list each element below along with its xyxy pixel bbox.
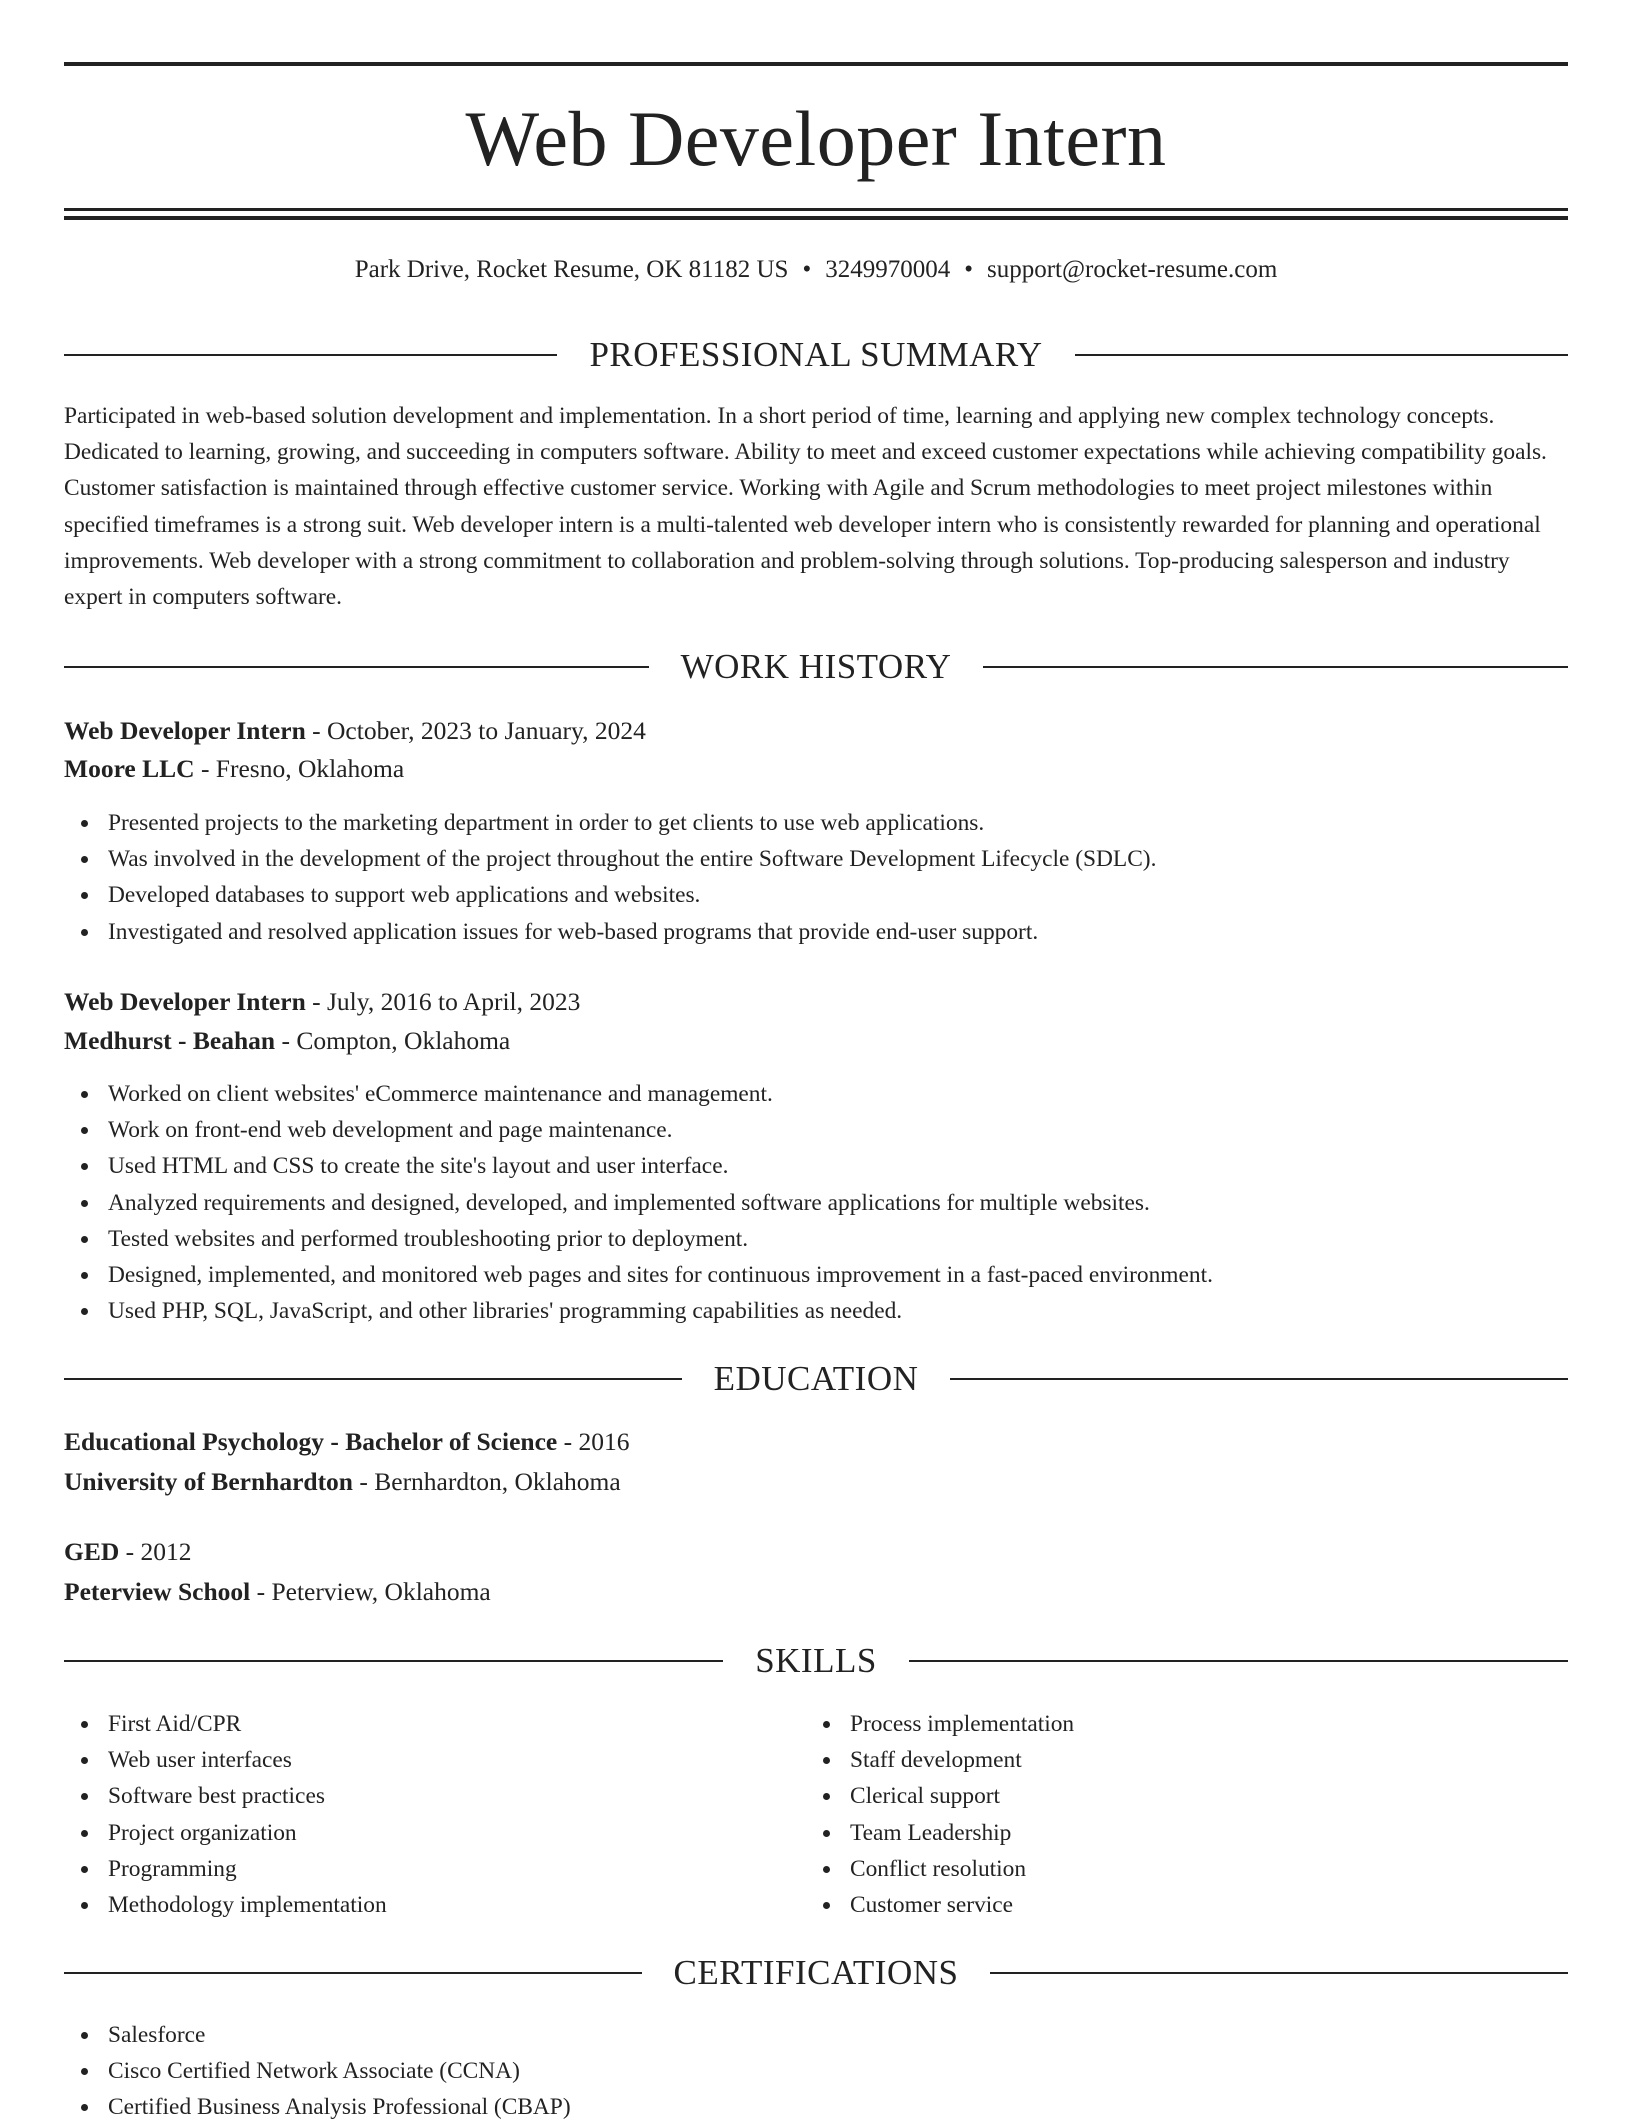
contact-address: Park Drive, Rocket Resume, OK 81182 US xyxy=(354,256,789,283)
list-item: Was involved in the development of the project throughout the entire Software Development Lifecycle (SDLC). xyxy=(64,841,1156,877)
skill-item: Conflict resolution xyxy=(806,1851,1074,1887)
job-title-line xyxy=(64,713,646,749)
certification-item: Certified Business Analysis Professional (CBAP) xyxy=(64,2089,571,2125)
skill-item: Team Leadership xyxy=(806,1815,1074,1851)
summary-heading-title: PROFESSIONAL SUMMARY xyxy=(589,335,1043,374)
heading-rule xyxy=(64,1660,723,1662)
education-school-line xyxy=(64,1464,621,1500)
certifications-heading xyxy=(64,1953,1568,1993)
skill-item: Programming xyxy=(64,1851,387,1887)
job-dates: - October, 2023 to January, 2024 xyxy=(305,716,646,745)
skill-item: Clerical support xyxy=(806,1778,1074,1814)
skill-item: Process implementation xyxy=(806,1706,1074,1742)
contact-line xyxy=(64,252,1568,288)
heading-rule xyxy=(983,666,1568,668)
job-company-line xyxy=(64,751,404,787)
heading-rule xyxy=(1075,354,1568,356)
list-item: Developed databases to support web applications and websites. xyxy=(64,877,1156,913)
job-title: Web Developer Intern xyxy=(64,987,306,1016)
education-year: - 2012 xyxy=(119,1537,192,1566)
skill-item: Staff development xyxy=(806,1742,1074,1778)
skill-item: Methodology implementation xyxy=(64,1887,387,1923)
heading-rule xyxy=(909,1660,1568,1662)
education-location: - Bernhardton, Oklahoma xyxy=(353,1467,621,1496)
list-item: Analyzed requirements and designed, developed, and implemented software applications for multiple websites. xyxy=(64,1185,1213,1221)
list-item: Investigated and resolved application issues for web-based programs that provide end-user support. xyxy=(64,914,1156,950)
contact-phone: 3249970004 xyxy=(825,256,951,283)
job-title: Web Developer Intern xyxy=(64,716,306,745)
summary-heading xyxy=(64,335,1568,375)
certifications-list xyxy=(64,2017,571,2126)
list-item: Used PHP, SQL, JavaScript, and other libraries' programming capabilities as needed. xyxy=(64,1293,1213,1329)
education-school: University of Bernhardton xyxy=(64,1467,353,1496)
education-heading-title: EDUCATION xyxy=(713,1359,919,1398)
skill-item: First Aid/CPR xyxy=(64,1706,387,1742)
job-company: Medhurst - Beahan xyxy=(64,1026,276,1055)
work-history-heading-title: WORK HISTORY xyxy=(680,647,952,686)
header-top-rule xyxy=(64,62,1568,66)
heading-rule xyxy=(64,666,649,668)
skills-list-left xyxy=(64,1706,387,1923)
contact-email: support@rocket-resume.com xyxy=(986,256,1278,283)
heading-rule xyxy=(64,1378,682,1380)
header-double-rule xyxy=(64,208,1568,220)
education-degree: GED xyxy=(64,1537,120,1566)
list-item: Work on front-end web development and page maintenance. xyxy=(64,1112,1213,1148)
skills-list-right xyxy=(806,1706,1074,1923)
heading-rule xyxy=(950,1378,1568,1380)
job-company-line xyxy=(64,1023,510,1059)
skill-item: Software best practices xyxy=(64,1778,387,1814)
list-item: Used HTML and CSS to create the site's layout and user interface. xyxy=(64,1148,1213,1184)
job-bullets xyxy=(64,805,1156,950)
job-location: - Fresno, Oklahoma xyxy=(194,754,405,783)
education-degree-line xyxy=(64,1534,192,1570)
job-company: Moore LLC xyxy=(64,754,195,783)
education-school: Peterview School xyxy=(64,1577,251,1606)
education-degree-line xyxy=(64,1424,629,1460)
list-item: Designed, implemented, and monitored web pages and sites for continuous improvement in a fast-paced environment. xyxy=(64,1257,1213,1293)
skills-heading xyxy=(64,1641,1568,1681)
education-location: - Peterview, Oklahoma xyxy=(250,1577,491,1606)
job-dates: - July, 2016 to April, 2023 xyxy=(305,987,581,1016)
heading-rule xyxy=(64,1972,642,1974)
certifications-heading-title: CERTIFICATIONS xyxy=(673,1953,959,1992)
list-item: Tested websites and performed troubleshooting prior to deployment. xyxy=(64,1221,1213,1257)
education-year: - 2016 xyxy=(557,1427,630,1456)
education-school-line xyxy=(64,1574,491,1610)
certification-item: Salesforce xyxy=(64,2017,571,2053)
skill-item: Customer service xyxy=(806,1887,1074,1923)
summary-text: Participated in web-based solution development and implementation. In a short period of time, learning and applying new complex technology concepts. Dedicated to learning, growing, and succeeding in computers software. Ability to meet and exceed customer expectations while achieving compatibility goals. Customer satisfaction is maintained through effective customer service. Working with Agile and Scrum methodologies to meet project milestones within specified timeframes is a strong suit. Web developer intern is a multi-talented web developer intern who is consistently rewarded for planning and operational improvements. Web developer with a strong commitment to collaboration and problem-solving through solutions. Top-producing salesperson and industry expert in computers software. xyxy=(64,403,1547,611)
contact-separator: • xyxy=(802,256,812,283)
heading-rule xyxy=(64,354,557,356)
contact-separator: • xyxy=(964,256,973,283)
certification-item: Cisco Certified Network Associate (CCNA) xyxy=(64,2053,571,2089)
list-item: Worked on client websites' eCommerce maintenance and management. xyxy=(64,1076,1213,1112)
job-bullets xyxy=(64,1076,1213,1329)
skill-item: Web user interfaces xyxy=(64,1742,387,1778)
job-location: - Compton, Oklahoma xyxy=(275,1026,511,1055)
skill-item: Project organization xyxy=(64,1815,387,1851)
education-heading xyxy=(64,1359,1568,1399)
heading-rule xyxy=(990,1972,1568,1974)
job-title-line xyxy=(64,984,580,1020)
skills-heading-title: SKILLS xyxy=(755,1641,877,1680)
list-item: Presented projects to the marketing department in order to get clients to use web applications. xyxy=(64,805,1156,841)
education-degree: Educational Psychology - Bachelor of Science xyxy=(64,1427,558,1456)
work-history-heading xyxy=(64,647,1568,687)
resume-name: Web Developer Intern xyxy=(465,95,1167,182)
